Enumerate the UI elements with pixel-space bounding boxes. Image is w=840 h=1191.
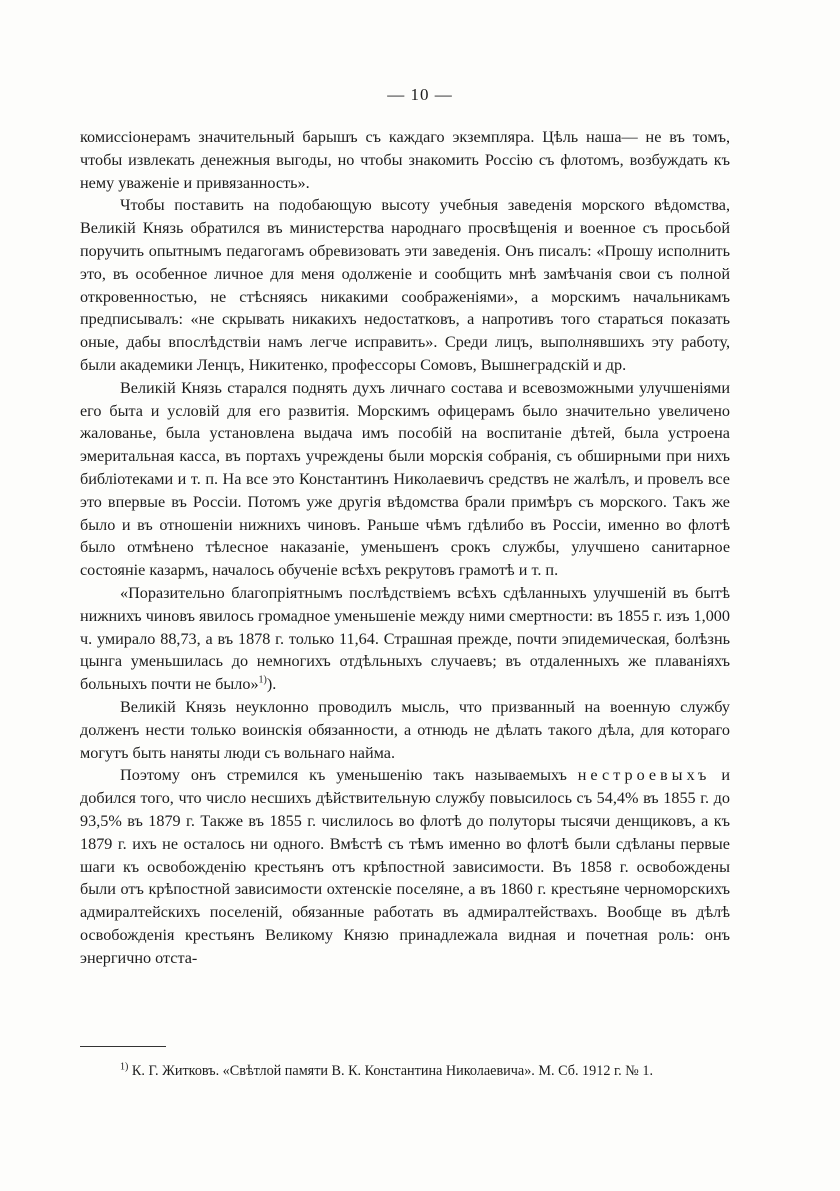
paragraph-6-rest: и добился того, что число несшихъ дѣйствительную службу повысилось съ 54,4% въ 1855 г. до 93,5% въ 1879 г. Также въ 1855 г. числилось во флотѣ до полуторы тысячи денщиковъ, а къ 1879 г. ихъ не осталось ни одного. Вмѣстѣ съ тѣмъ именно во флотѣ были сдѣланы первые шаги къ освобожденію крестьянъ отъ крѣпостной зависимости. Въ 1858 г. освобождены были отъ крѣпостной зависимости охтенскіе поселяне, а въ 1860 г. крестьяне черноморскихъ адмиралтейскихъ поселеній, обязанные работать въ адмиралтействахъ. Вообще въ дѣлѣ освобожденія крестьянъ Великому Князю принадлежала видная и почетная роль: онъ энергично отста-	[80, 766, 730, 967]
paragraph-5: Великій Князь неуклонно проводилъ мысль, что призванный на военную службу долженъ нести только воинскія обязанности, а отнюдь не дѣлать такого дѣла, для котораго могутъ быть наняты люди съ вольнаго найма.	[80, 697, 730, 762]
paragraph-4-quote: «Поразительно благопріятнымъ послѣдствіемъ всѣхъ сдѣланныхъ улучшеній въ бытѣ нижнихъ чиновъ явилось громадное уменьшеніе между ними смертности: въ 1855 г. изъ 1,000 ч. умирало 88,73, а въ 1878 г. только 11,64. Страшная прежде, почти эпидемическая, болѣзнь цынга уменьшилась до немногихъ отдѣльныхъ случаевъ; въ отдаленныхъ же плаваніяхъ больныхъ почти не было»$^{1)}$).	[80, 583, 730, 694]
footnote-text: К. Г. Житковъ. «Свѣтлой памяти В. К. Константина Николаевича». М. Сб. 1912 г. № 1.	[131, 1063, 653, 1079]
paragraph-2: Чтобы поставить на подобающую высоту учебныя заведенія морского вѣдомства, Великій Князь обратился въ министерства народнаго просвѣщенія и военное съ просьбой поручить опытнымъ педагогамъ обревизовать эти заведенія. Онъ писалъ: «Прошу исполнить это, въ особенное личное для меня одолженіе и сообщить мнѣ замѣчанія свои съ полной откровенностью, не стѣсняясь никакими соображеніями», а морскимъ начальникамъ предписывалъ: «не скрывать никакихъ недостатковъ, а напротивъ того стараться показать оные, дабы впослѣдствіи намъ легче исправить». Среди лицъ, выполнявшихъ эту работу, были академики Ленцъ, Никитенко, профессоры Сомовъ, Вышнеградскій и др.	[80, 196, 730, 374]
footnote-reference: 1)	[258, 674, 267, 686]
page-number: — 10 —	[387, 85, 453, 104]
footnote	[80, 1060, 730, 1083]
paragraph-3: Великій Князь старался поднять духъ личнаго состава и всевозможными улучшеніями его быта и условій для его развитія. Морскимъ офицерамъ было значительно увеличено жалованье, была установлена выдача имъ пособій на воспитаніе дѣтей, была устроена эмеритальная касса, въ портахъ учреждены были морскія собранія, съ обширными при нихъ библіотеками и т. п. На все это Константинъ Николаевичъ средствъ не жалѣлъ, и провелъ все это впервые въ Россіи. Потомъ уже другія вѣдомства брали примѣръ съ морского. Такъ же было и въ отношеніи нижнихъ чиновъ. Раньше чѣмъ гдѣлибо въ Россіи, именно во флотѣ было отмѣнено тѣлесное наказаніе, уменьшенъ срокъ службы, улучшено санитарное состояніе казармъ, началось обученіе всѣхъ рекрутовъ грамотѣ и т. п.	[80, 378, 730, 580]
footnote-divider	[80, 1046, 166, 1047]
paragraph-6	[80, 764, 730, 969]
paragraph-1: комиссіонерамъ значительный барышъ съ каждаго экземпляра. Цѣль наша— не въ томъ, чтобы извлекать денежныя выгоды, но чтобы знакомить Россію съ флотомъ, возбуждать къ нему уваженіе и привязанность».	[80, 128, 730, 192]
paragraph-6-start: Поэтому онъ стремился къ уменьшенію такъ называемыхъ	[120, 766, 567, 785]
quote-text: «Поразительно благопріятнымъ послѣдствіемъ всѣхъ сдѣланныхъ улучшеній въ бытѣ нижнихъ чиновъ явилось громадное уменьшеніе между ними смертности: въ 1855 г. изъ 1,000 ч. умирало 88,73, а въ 1878 г. только 11,64. Страшная прежде, почти эпидемическая, болѣзнь цынга уменьшилась до немногихъ отдѣльныхъ случаевъ; въ отдаленныхъ же плаваніяхъ больныхъ почти не было»	[80, 583, 730, 694]
main-text	[80, 126, 730, 969]
footnote-marker: 1)	[120, 1061, 129, 1073]
spaced-term: нестроевыхъ	[577, 766, 711, 785]
